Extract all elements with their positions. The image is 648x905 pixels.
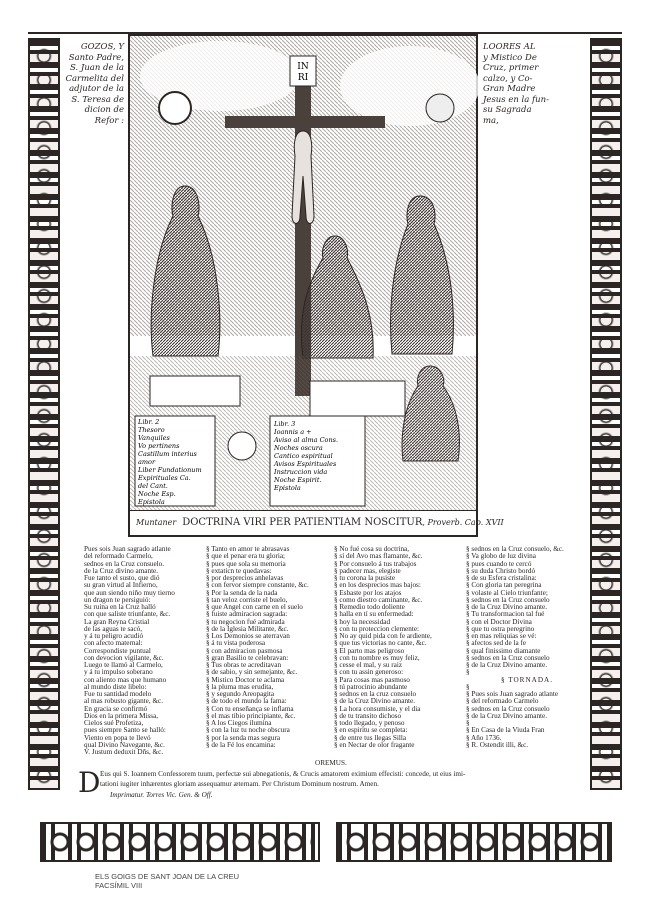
book-title-text: Aviso al alma Cons. <box>274 436 339 444</box>
book-title-text: Noche Espirit. <box>274 476 322 484</box>
prayer-line-1: Eus qui S. Ioannem Confessorem tuum, perfectæ sui abnegationis, & Crucis amatorem eximium effecisti: concede, ut eius imi- <box>100 770 466 778</box>
book-title-text: Thesoro <box>138 426 165 434</box>
book-title-text: del Cant. <box>138 482 168 490</box>
verse-line: y á tu impulso soberano <box>84 668 153 677</box>
verse-line: § de la Cruz Divino amante. <box>466 662 588 669</box>
bottom-ornament-right <box>336 822 612 862</box>
verse-column-4 <box>466 546 588 749</box>
cloud <box>340 46 480 126</box>
verse-line: § de la Iglesia Militante, &c. <box>206 626 334 633</box>
prayer-line-2: tationi iugiter inhærentes gloriam assequamur æternam. Per Christum Dominum nostrum. Amen. <box>100 780 379 788</box>
verse-line: § de entre tus llegas Silla <box>334 735 466 742</box>
verse-line: § la pluma mas erudita, <box>206 684 334 691</box>
heading-line: su Sagrada <box>483 105 532 115</box>
verse-line: § padecer mas, elegiste <box>334 568 466 575</box>
verse-line: § con tu proteccion clemente: <box>334 626 466 633</box>
verse-line: § sednos en la cruz consuelo <box>334 691 466 698</box>
verse-line: Correspondiste puntual <box>84 646 151 655</box>
motto-engraver: Muntaner <box>136 518 177 527</box>
book-title-text: Libr. 2 <box>138 418 160 426</box>
verse-line: § hoy la necessidad <box>334 619 466 626</box>
book-title-text: Ioannis a + <box>274 428 312 436</box>
heading-left <box>64 42 124 126</box>
verse-line: § con el Doctor Divina <box>466 619 588 626</box>
verse-line: § El parto mas peligroso <box>334 648 466 655</box>
verse-line: § con fervor siempre constante, &c. <box>206 582 334 589</box>
verse-line: § afectos sed de la fe <box>466 640 588 647</box>
verse-line: V. Justum deduxit Dñs, &c. <box>84 748 164 756</box>
verse-line: § R. Ostendit illi, &c. <box>466 742 588 749</box>
verse-line: § de su Esfera cristalina: <box>466 575 588 582</box>
right-ornamental-border <box>590 38 622 790</box>
verse-line: Dios en la primera Missa, <box>84 711 159 720</box>
facsimile-caption <box>95 872 239 890</box>
books-right <box>310 381 405 416</box>
verse-line: § Esbaste por los atajos <box>334 590 466 597</box>
verse-line: § del reformado Carmelo <box>466 698 588 705</box>
verse-line: § En Casa de la Viuda Fran <box>466 727 588 734</box>
verse-line: § por desprecios anhelavas <box>206 575 334 582</box>
verse-line: § con tu nombre es muy feliz, <box>334 655 466 662</box>
verse-line: § Para cosas mas pasmoso <box>334 677 466 684</box>
verse-line: § de la Cruz Divino amante. <box>334 698 466 705</box>
motto-banner <box>130 510 504 535</box>
heading-line: Santo Padre, <box>68 52 124 63</box>
imprimatur: Imprimatur. Torres Vic. Gen. & Off. <box>110 791 213 799</box>
verse-line: § extaticn te quedavas: <box>206 568 334 575</box>
heading-line: dicion de <box>84 105 124 115</box>
verse-line: Luego te llamó al Carmelo, <box>84 661 163 669</box>
verse-line: § Año 1736. <box>466 735 588 742</box>
verse-line: un dragon te persiguió: <box>84 595 151 604</box>
verse-line: con aliento mas que humano <box>84 675 167 684</box>
crucifixion-scene <box>130 36 476 511</box>
verse-line: § Tu transformacion tal fué <box>466 611 588 618</box>
heading-line: Carmelita del <box>65 73 124 84</box>
book-title-text: Expirituales Ca. <box>138 474 191 482</box>
heading-line: Jesus en la fun- <box>483 94 549 105</box>
verse-line: su gran virtud al Infierno, <box>84 581 158 590</box>
verse-line: Cielos sué Profetiza, <box>84 719 144 727</box>
verse-line: § de tu transito dichoso <box>334 713 466 720</box>
verse-line: § en Nectar de olor fragante <box>334 742 466 749</box>
heading-line: LOORES AL <box>483 42 536 52</box>
verse-column-3 <box>334 546 466 749</box>
verse-line: § Por consuelo á tus trabajos <box>334 561 466 568</box>
book-title-text: Cantico espiritual <box>274 452 333 460</box>
heading-line: calzo, y Co- <box>483 73 533 84</box>
verse-line: § No ay quid pida con fe ardiente, <box>334 633 466 640</box>
verse-line: sednos en la Cruz consuelo. <box>84 559 165 568</box>
verse-line: § Tus obras te acreditavan <box>206 662 334 669</box>
verse-line: § tu negocion fué admirada <box>206 619 334 626</box>
verse-line: con que saliste triunfante, &c. <box>84 610 171 619</box>
book-title-text: Libr. 3 <box>274 420 296 428</box>
verse-line: § sednos en la Cruz consuelo, &c. <box>466 546 588 553</box>
verse-line: § que tu ostra peregrino <box>466 626 588 633</box>
verse-line: Su ruina en la Cruz halló <box>84 603 156 611</box>
books-left <box>150 376 240 406</box>
verse-line: § Pues sois Juan sagrado atlante <box>466 691 588 698</box>
verse-line: con devocion vigilante, &c. <box>84 653 164 662</box>
heading-line: ma, <box>483 115 499 126</box>
heading-line: S. Juan de la <box>69 63 124 73</box>
verse-line: § como diestro caminante, &c. <box>334 597 466 604</box>
caption-title: ELS GOIGS DE SANT JOAN DE LA CREU <box>95 872 240 881</box>
verse-line: § tan veloz corriste el buelo, <box>206 597 334 604</box>
verse-line: § halla en tí su enfermedad: <box>334 611 466 618</box>
verse-column-2 <box>206 546 334 749</box>
verse-line: al mas robusto gigante, &c. <box>84 697 164 706</box>
verse-line: § fuiste admiracion sagrada: <box>206 611 334 618</box>
verse-line: § tú patrocinio abundante <box>334 684 466 691</box>
verse-line: qual Divino Navegante, &c. <box>84 740 165 749</box>
book-title-text: Liber Fundationum <box>138 466 202 474</box>
verse-line: § de la Cruz Divino amante. <box>466 713 588 720</box>
verse-line: de las aguas te sacó, <box>84 624 143 633</box>
cross-horizontal <box>225 116 385 128</box>
verse-line: con afecto maternal: <box>84 639 143 648</box>
book-title-text: Avisos Espirituales <box>274 460 337 468</box>
book-title-text: Epistola <box>274 484 301 492</box>
verse-line: § Mistico Doctor te aclama <box>206 677 334 684</box>
verse-line: § de todo el mundo la fama: <box>206 698 334 705</box>
book-title-text: amor <box>138 458 156 466</box>
verse-line: § tu corona la pusiste <box>334 575 466 582</box>
woodcut-illustration <box>128 34 504 537</box>
verse-line: al mundo diste libelo: <box>84 682 147 691</box>
book-title-text: Noches oscura <box>274 444 323 452</box>
verse-line: que aun siendo niño muy tierno <box>84 588 175 597</box>
verse-line: § el mas tibio principiante, &c. <box>206 713 334 720</box>
verse-line: En gracia se confirmó <box>84 704 148 713</box>
bottom-ornament-left <box>40 822 320 862</box>
verse-line: § Los Demonios se aterravan <box>206 633 334 640</box>
verse-line: § que el penar era tu gloria; <box>206 553 334 560</box>
book-title-text: Vanquiles <box>138 434 170 442</box>
heading-line: GOZOS, Y <box>80 42 124 52</box>
verse-line: § pues que sola su memoria <box>206 561 334 568</box>
sun-icon <box>159 92 191 124</box>
verse-line: § en los desprecios mas bajos: <box>334 582 466 589</box>
inri-text: IN <box>297 62 309 72</box>
verse-line: § A los Ciegos ilumina <box>206 720 334 727</box>
verse-line: § sednos en la Cruz consuelo <box>466 655 588 662</box>
motto-reference: , Proverb. Cap. XVII <box>422 518 504 527</box>
verse-line: § en mas reliquias se vé: <box>466 633 588 640</box>
verse-line: § No fué cosa su doctrina, <box>334 546 466 553</box>
verse-line: § Va globo de luz divina <box>466 553 588 560</box>
heading-line: Gran Madre <box>483 84 536 94</box>
verse-line: y á tu peligro acudió <box>84 632 144 640</box>
book-title-text: Epistola <box>138 498 165 506</box>
oremus-title: OREMUS. <box>315 759 347 767</box>
verse-line: § y segundo Areopagita <box>206 691 334 698</box>
verse-line: Pues sois Juan sagrado atlante <box>84 545 171 553</box>
verse-line: § su duda Christo bordó <box>466 568 588 575</box>
verse-line: § qual finissimo diamante <box>466 648 588 655</box>
motto-text: DOCTRINA VIRI PER PATIENTIAM NOSCITUR <box>182 517 423 528</box>
verse-line: § TORNADA. <box>466 677 588 684</box>
verse-line: § de la Cruz Divino amante. <box>466 604 588 611</box>
verse-line: Viento en popa te llevó <box>84 733 151 742</box>
verse-line: § de sabio, y sin semejante, &c. <box>206 669 334 676</box>
verse-line: § Con gloria tan peregrina <box>466 582 588 589</box>
heading-line: y Mistico De <box>483 52 537 63</box>
heading-line: adjutor de la <box>69 84 124 94</box>
heading-right <box>483 42 583 126</box>
verse-line: § gran Basilio te celebravan: <box>206 655 334 662</box>
book-title-text: Castillum interius <box>138 450 197 458</box>
verse-line: § Por la senda de la nada <box>206 590 334 597</box>
verse-column-1 <box>84 546 206 756</box>
verse-line: § con la luz tu noche obscura <box>206 727 334 734</box>
verse-line: § Con tu enseñança se inflama <box>206 706 334 713</box>
verse-line: § de la Fé los encamina: <box>206 742 334 749</box>
verse-line: Fue tu santidad modelo <box>84 690 152 698</box>
verse-line: La gran Reyna Cristial <box>84 617 150 626</box>
verse-line: Fue tanto el susto, que dió <box>84 574 160 582</box>
heading-line: Refor : <box>94 115 124 126</box>
verse-line: § por la senda mas segura <box>206 735 334 742</box>
verse-line: § volaste al Cielo triunfante; <box>466 590 588 597</box>
verse-line: § con admiracion pasmosa <box>206 648 334 655</box>
verse-line: § La hora consumiste, y el dia <box>334 706 466 713</box>
verse-line: del reformado Carmelo, <box>84 552 153 561</box>
prayer-dropcap: D <box>78 766 101 799</box>
verse-line: pues siempre Santo se halló: <box>84 726 166 735</box>
heading-line: Cruz, primer <box>483 63 539 73</box>
moon-icon <box>426 94 454 122</box>
verse-line: § sí del Avo mas flamante, &c. <box>334 553 466 560</box>
verse-line: § Tanto en amor te abrasavas <box>206 546 334 553</box>
cherub-figure <box>228 432 256 460</box>
verse-line: § todo llegado, y penoso <box>334 720 466 727</box>
verse-line: § Remedio todo doliente <box>334 604 466 611</box>
heading-line: S. Teresa de <box>71 94 124 105</box>
inri-text: RI <box>297 73 309 83</box>
verse-line: § en espiritu se completa: <box>334 727 466 734</box>
caption-subtitle: FACSÍMIL VIII <box>95 881 143 890</box>
book-title-text: Vo pertinens <box>138 442 180 450</box>
verse-line: § cesse el mal, y su raiz <box>334 662 466 669</box>
verse-line: de la Cruz divino amante. <box>84 566 159 575</box>
verse-line: § con tu assin generoso: <box>334 669 466 676</box>
verse-line: § que tus victorias no cante, &c. <box>334 640 466 647</box>
book-title-text: Noche Esp. <box>138 490 176 498</box>
verse-line: § sednos en la Cruz consuelo <box>466 597 588 604</box>
left-ornamental-border <box>28 38 60 790</box>
verse-line: § pues cuando te cercó <box>466 561 588 568</box>
book-title-text: Instruccion vida <box>274 468 328 476</box>
verse-line: § sednos en la Cruz consuelo <box>466 706 588 713</box>
verse-line: § que Angel con carne en el suelo <box>206 604 334 611</box>
verse-line: § á tu vista poderosa <box>206 640 334 647</box>
